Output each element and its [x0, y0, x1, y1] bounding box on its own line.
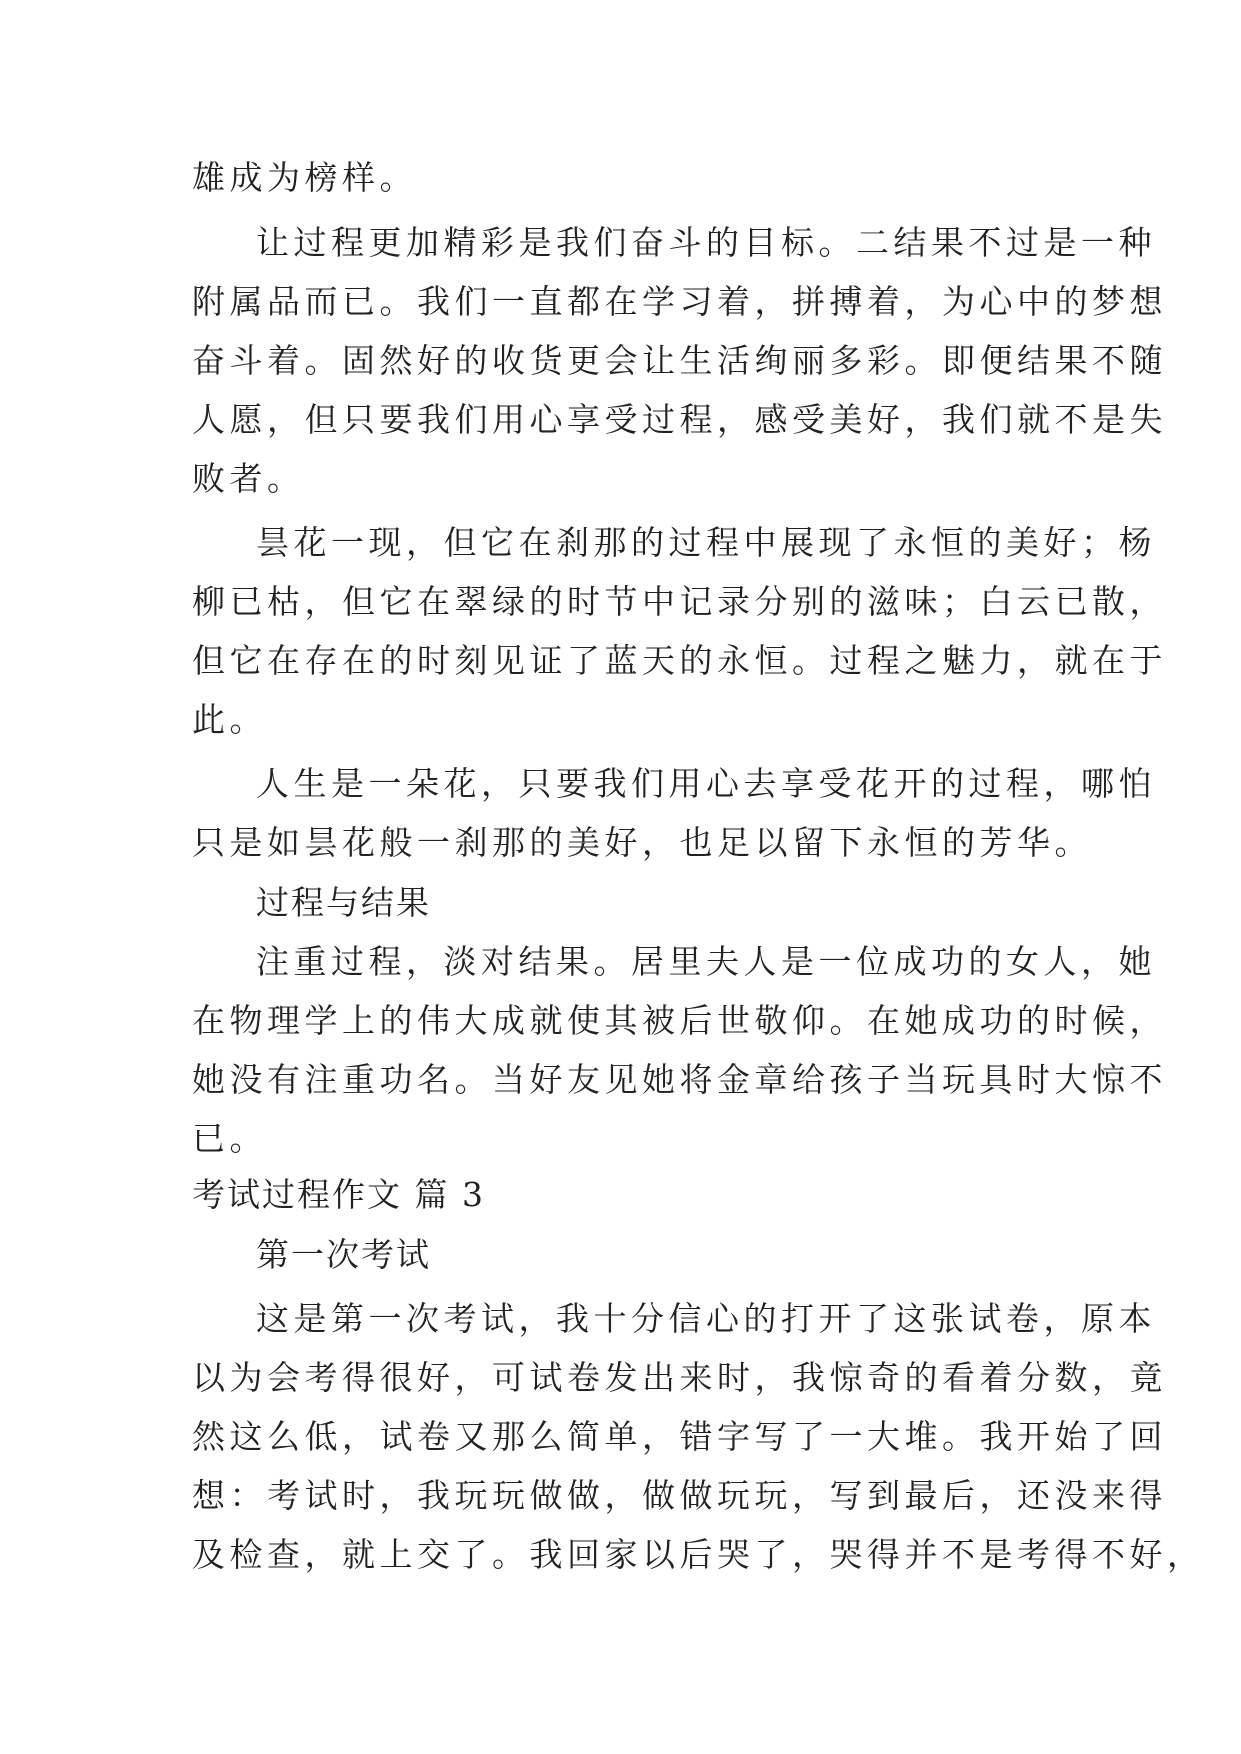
text-line: 及检查，就上交了。我回家以后哭了，哭得并不是考得不好， — [192, 1535, 1205, 1574]
text-line: 已。 — [192, 1119, 267, 1158]
text-line: 想：考试时，我玩玩做做，做做玩玩，写到最后，还没来得 — [192, 1476, 1167, 1515]
section-title: 考试过程作文 篇 3 — [192, 1175, 485, 1214]
text-line: 但它在存在的时刻见证了蓝天的永恒。过程之魅力，就在于 — [192, 641, 1167, 680]
text-line: 让过程更加精彩是我们奋斗的目标。二结果不过是一种 — [256, 223, 1156, 262]
text-line: 败者。 — [192, 459, 305, 498]
text-line: 注重过程，淡对结果。居里夫人是一位成功的女人，她 — [256, 942, 1156, 981]
text-line: 只是如昙花般一刹那的美好，也足以留下永恒的芳华。 — [192, 823, 1092, 862]
text-line: 附属品而已。我们一直都在学习着，拼搏着，为心中的梦想 — [192, 282, 1167, 321]
text-line: 在物理学上的伟大成就使其被后世敬仰。在她成功的时候， — [192, 1001, 1167, 1040]
text-line: 人愿，但只要我们用心享受过程，感受美好，我们就不是失 — [192, 400, 1167, 439]
text-line: 人生是一朵花，只要我们用心去享受花开的过程，哪怕 — [256, 764, 1156, 803]
text-line: 此。 — [192, 700, 267, 739]
section-subtitle: 过程与结果 — [256, 883, 431, 922]
text-line: 这是第一次考试，我十分信心的打开了这张试卷，原本 — [256, 1299, 1156, 1338]
text-line: 然这么低，试卷又那么简单，错字写了一大堆。我开始了回 — [192, 1417, 1167, 1456]
text-line: 以为会考得很好，可试卷发出来时，我惊奇的看着分数，竟 — [192, 1358, 1167, 1397]
text-line: 她没有注重功名。当好友见她将金章给孩子当玩具时大惊不 — [192, 1060, 1167, 1099]
text-line: 柳已枯，但它在翠绿的时节中记录分别的滋味；白云已散， — [192, 582, 1167, 621]
text-line: 奋斗着。固然好的收货更会让生活绚丽多彩。即便结果不随 — [192, 341, 1167, 380]
text-line: 雄成为榜样。 — [192, 158, 417, 197]
section-subtitle: 第一次考试 — [256, 1235, 431, 1274]
text-line: 昙花一现，但它在刹那的过程中展现了永恒的美好；杨 — [256, 523, 1156, 562]
